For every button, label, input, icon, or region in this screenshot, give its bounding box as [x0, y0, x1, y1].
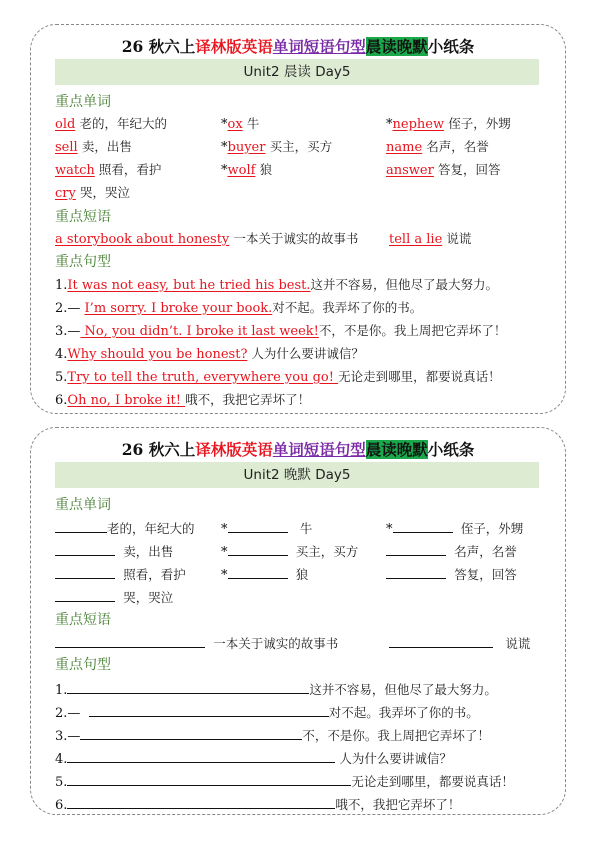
sentence-en: Why should you be honest? — [67, 347, 248, 362]
sentence-en: It was not easy, but he tried his best. — [67, 278, 311, 293]
word-blank-item — [386, 564, 517, 585]
word-cn: 狼 — [295, 567, 309, 582]
word-cn: 答复，回答 — [454, 567, 517, 582]
word-cn: 照看，看护 — [123, 567, 186, 582]
evening-unit-bar: Unit2 晚默 Day5 — [55, 462, 539, 488]
word-blank-item — [55, 541, 173, 562]
title-suffix: 小纸条 — [427, 37, 475, 56]
answer-blank[interactable] — [55, 587, 115, 602]
sentence-cn: 这并不容易，但他尽了最大努力。 — [309, 682, 497, 697]
title-grade: 26 秋六上 — [121, 37, 196, 56]
word-blank-item: * 侄子，外甥 — [386, 518, 523, 539]
sentence-blank-item: 2.— 对不起。我弄坏了你的书。 — [55, 702, 479, 723]
phrase-blank-item — [389, 633, 530, 654]
answer-blank[interactable] — [228, 541, 288, 556]
word-cn: 老的，年纪大的 — [79, 116, 167, 131]
morning-card — [30, 24, 566, 414]
word-en: answer — [386, 163, 434, 178]
word-cn: 答复，回答 — [437, 162, 501, 177]
sentence-cn: 人为什么要讲诚信？ — [247, 346, 364, 361]
sentence-cn: 不，不是你。我上周把它弄坏了！ — [318, 323, 507, 338]
sentence-blank-item: 5. 无论走到哪里，都要说真话！ — [55, 771, 514, 792]
word-en: wolf — [227, 163, 256, 178]
word-cn: 买主，买方 — [269, 139, 333, 154]
word-blank-item — [386, 541, 517, 562]
word-item: *buyer 买主，买方 — [221, 139, 333, 155]
title-content: 单词短语句型 — [272, 37, 366, 56]
evening-words-heading: 重点单词 — [55, 497, 111, 513]
word-item: *nephew 侄子，外甥 — [386, 116, 511, 132]
evening-phrases-heading: 重点短语 — [55, 612, 111, 628]
sentence-item: 4.Why should you be honest? 人为什么要讲诚信？ — [55, 346, 364, 362]
title-mode: 晨读晚默 — [365, 440, 428, 459]
sentence-blank-item: 4. 人为什么要讲诚信？ — [55, 748, 452, 769]
answer-blank[interactable] — [67, 794, 335, 809]
answer-blank[interactable] — [386, 541, 446, 556]
word-blank-item — [55, 518, 195, 539]
title-edition: 译林版英语 — [195, 37, 273, 56]
evening-sentences-heading: 重点句型 — [55, 657, 111, 673]
word-en: cry — [55, 186, 76, 201]
evening-title — [31, 440, 565, 460]
word-item: *ox 牛 — [221, 116, 260, 132]
sentence-en: No, you didn’t. I broke it last week! — [80, 324, 319, 339]
sentence-cn: 无论走到哪里，都要说真话！ — [338, 369, 501, 384]
word-blank-item: * 狼 — [221, 564, 308, 585]
phrase-en: tell a lie — [389, 232, 443, 247]
word-blank-item: * 买主，买方 — [221, 541, 358, 562]
phrase-cn: 一本关于诚实的故事书 — [233, 231, 359, 246]
sentence-en: Oh no, I broke it! — [67, 393, 186, 408]
sentence-cn: 对不起。我弄坏了你的书。 — [272, 300, 423, 315]
sentence-cn: 这并不容易，但他尽了最大努力。 — [310, 277, 499, 292]
word-item — [55, 115, 167, 134]
phrase-blank-item — [55, 633, 338, 654]
sentence-item: 2.— I’m sorry. I broke your book.对不起。我弄坏了你的书。 — [55, 300, 423, 316]
word-item — [386, 138, 489, 157]
sentence-item: 6.Oh no, I broke it! 哦不，我把它弄坏了！ — [55, 392, 311, 408]
word-item — [55, 161, 161, 180]
word-item — [55, 184, 130, 203]
sentence-cn: 无论走到哪里，都要说真话！ — [351, 774, 514, 789]
answer-blank[interactable] — [67, 679, 309, 694]
answer-blank[interactable] — [55, 564, 115, 579]
word-cn: 哭，哭泣 — [79, 185, 130, 200]
answer-blank[interactable] — [67, 771, 351, 786]
title-content: 单词短语句型 — [272, 440, 366, 459]
word-blank-item — [55, 564, 186, 585]
word-en: old — [55, 117, 76, 132]
answer-blank[interactable] — [389, 633, 493, 648]
phrase-en: a storybook about honesty — [55, 232, 230, 247]
answer-blank[interactable] — [228, 518, 288, 533]
phrase-cn: 一本关于诚实的故事书 — [213, 636, 339, 651]
word-cn: 名声，名誉 — [454, 544, 517, 559]
morning-phrases-heading: 重点短语 — [55, 209, 111, 225]
word-en: name — [386, 140, 423, 155]
evening-card — [30, 427, 566, 815]
word-en: nephew — [392, 117, 445, 132]
title-mode: 晨读晚默 — [365, 37, 428, 56]
sentence-cn: 对不起。我弄坏了你的书。 — [328, 705, 479, 720]
morning-title — [31, 37, 565, 57]
word-en: ox — [227, 117, 243, 132]
word-cn: 名声，名誉 — [426, 139, 489, 154]
morning-words-heading: 重点单词 — [55, 94, 111, 110]
sentence-item: 5.Try to tell the truth, everywhere you go! 无论走到哪里，都要说真话！ — [55, 369, 501, 385]
answer-blank[interactable] — [386, 564, 446, 579]
word-cn: 牛 — [246, 116, 260, 131]
word-item — [55, 138, 132, 157]
phrase-item — [389, 230, 471, 249]
phrase-item — [55, 230, 358, 249]
answer-blank[interactable] — [80, 725, 302, 740]
sentence-cn: 不，不是你。我上周把它弄坏了！ — [302, 728, 490, 743]
word-cn: 老的，年纪大的 — [107, 521, 195, 536]
word-cn: 照看，看护 — [98, 162, 162, 177]
word-cn: 买主，买方 — [295, 544, 359, 559]
phrase-cn: 说谎 — [505, 636, 531, 651]
sentence-item: 3.— No, you didn’t. I broke it last week!不，不是你。我上周把它弄坏了！ — [55, 323, 507, 339]
answer-blank[interactable] — [55, 518, 107, 533]
sentence-item: 1.It was not easy, but he tried his best.这并不容易，但他尽了最大努力。 — [55, 277, 499, 293]
word-cn: 卖，出售 — [81, 139, 132, 154]
answer-blank[interactable] — [55, 633, 205, 648]
sentence-cn: 哦不，我把它弄坏了！ — [185, 392, 311, 407]
word-en: sell — [55, 140, 78, 155]
answer-blank[interactable] — [89, 702, 329, 717]
answer-blank[interactable] — [67, 748, 335, 763]
title-grade: 26 秋六上 — [121, 440, 196, 459]
word-cn: 卖，出售 — [123, 544, 174, 559]
word-cn: 侄子，外甥 — [448, 116, 511, 131]
morning-unit-bar: Unit2 晨读 Day5 — [55, 59, 539, 85]
title-suffix: 小纸条 — [427, 440, 475, 459]
answer-blank[interactable] — [393, 518, 453, 533]
answer-blank[interactable] — [55, 541, 115, 556]
answer-blank[interactable] — [228, 564, 288, 579]
morning-sentences-heading: 重点句型 — [55, 254, 111, 270]
sentence-blank-item: 6. 哦不，我把它弄坏了！ — [55, 794, 460, 815]
word-item: *wolf 狼 — [221, 162, 273, 178]
title-edition: 译林版英语 — [195, 440, 273, 459]
word-en: buyer — [227, 140, 266, 155]
sentence-en: Try to tell the truth, everywhere you go! — [67, 370, 339, 385]
sentence-blank-item: 3.— 不，不是你。我上周把它弄坏了！ — [55, 725, 490, 746]
sentence-cn: 哦不，我把它弄坏了！ — [335, 797, 461, 812]
word-blank-item — [55, 587, 173, 608]
word-cn: 牛 — [299, 521, 313, 536]
word-blank-item: * 牛 — [221, 518, 312, 539]
sentence-blank-item: 1. 这并不容易，但他尽了最大努力。 — [55, 679, 497, 700]
sentence-cn: 人为什么要讲诚信？ — [335, 751, 452, 766]
word-item — [386, 161, 501, 180]
sentence-en: I’m sorry. I broke your book. — [84, 301, 273, 316]
word-cn: 狼 — [259, 162, 273, 177]
word-cn: 哭，哭泣 — [123, 590, 174, 605]
word-en: watch — [55, 163, 95, 178]
word-cn: 侄子，外甥 — [460, 521, 524, 536]
phrase-cn: 说谎 — [446, 231, 472, 246]
